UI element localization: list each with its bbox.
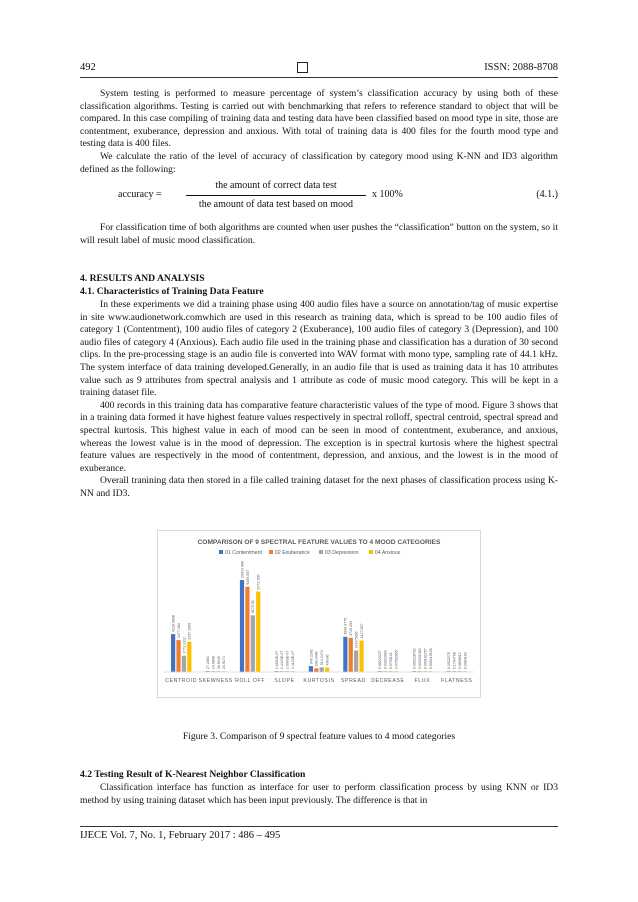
bar-kurtosis-04-anxious	[325, 667, 329, 672]
legend-label-04-anxious: 04 Anxious	[375, 550, 401, 556]
data-label-centroid-04-anxious: 3297.1905	[187, 622, 192, 640]
x-tick-label-roll-off: ROLL OFF	[235, 678, 266, 684]
data-label-slope-02-exuberance: 2.4423E-07	[280, 650, 285, 670]
section-4-2-body	[80, 782, 558, 807]
data-label-decrease-03-depression: 0.0709121	[388, 652, 393, 670]
bar-kurtosis-01-contentment	[309, 666, 313, 672]
data-label-flux-02-exuberance: 0.000201082	[418, 648, 423, 670]
x-tick-label-decrease: DECREASE	[371, 678, 405, 684]
x-tick-label-spread: SPREAD	[340, 678, 366, 684]
section-paragraph-1: In these experiments we did a training phase using 400 audio files have a source on annotation/tag of music expertise in site www.audionetwork.comwhich are used in this research as training data, which is spread to be 100 audio files of category 1 (Contentment), 100 audio files of category 2 (Exuberance), 100 audio files of category 3 (Depression), and 100 audio files of category 4 (Anxious). Each audio file used in the training phase and classification has a duration of 30 second clips. In the pre-processing stage is an audio file is converted into WAV format with mono type, sampling rate of 44.1 kHz. The system interface of data training developed.Generally, in an audio file that is used as training data it has 10 attributes value such as 9 attributes from spectral analysis and 1 attribute as code of music mood category. This will be kept in a training dataset file.	[80, 299, 558, 399]
intro-block	[80, 88, 558, 176]
legend-swatch-02-exuberance	[269, 550, 273, 554]
bar-spread-04-anxious	[359, 641, 363, 672]
data-label-flux-04-anxious: 0.000215105	[428, 648, 433, 670]
equation-rhs: x 100%	[372, 189, 403, 200]
section-paragraph-2: 400 records in this training data has comparative feature characteristic values of the type of mood. Figure 3 shows that in a training data formed it have highest feature values respectively in spectral rolloff, spectral centroid, spectral spread and spectral kurtosis. This highest value in each of mood can be seen in mood of contentment, exuberance, and anxious, whereas the lowest value is in the mood of depression. The exception is in spectral kurtosis where the highest spectral feature values are respectively in the mood of contentment, depression, and anxious, and the lowest is in the mood of exuberance.	[80, 399, 558, 474]
footer-citation: IJECE Vol. 7, No. 1, February 2017 : 486 – 495	[80, 830, 281, 841]
footer-rule	[80, 826, 558, 827]
data-label-spread-04-anxious: 3427.857	[359, 623, 364, 639]
data-label-roll-off-02-exuberance: 9289.567	[245, 569, 250, 585]
bar-roll-off-02-exuberance	[245, 587, 249, 672]
after-equation-paragraph: For classification time of both algorithms are counted when user pushes the “classification” button on the system, so it will result label of music mood classification.	[80, 222, 558, 246]
legend-swatch-04-anxious	[369, 550, 373, 554]
equation-lhs: accuracy =	[118, 189, 162, 200]
bar-kurtosis-02-exuberance	[314, 668, 318, 672]
intro-paragraph-1: System testing is performed to measure percentage of system’s classification accuracy by using both of these classification algorithms. Testing is carried out with benchmarking that refers to reference standard to object that will be compared. In this case compiling of training data and testing data have been classified based on mood type in site, those are contentment, exuberance, depression and anxious. With total of training data is 400 files for the fourth mood type and testing data is 400 files.	[80, 88, 558, 150]
bar-centroid-04-anxious	[187, 642, 191, 672]
data-label-flatness-03-depression: 0.0899612	[457, 652, 462, 670]
data-label-decrease-02-exuberance: 0.03923983	[383, 650, 388, 670]
x-tick-label-skewness: SKEWNESS	[198, 678, 233, 684]
data-label-flux-01-contentment: 0.000228782	[412, 648, 417, 670]
x-tick-label-centroid: CENTROID	[165, 678, 198, 684]
intro-paragraph-2: We calculate the ratio of the level of accuracy of classification by category mood using K-NN and ID3 algorithm defined as the following:	[80, 150, 558, 175]
data-label-skewness-04-anxious: 23.9174	[222, 656, 227, 670]
section-4-2-paragraph: Classification interface has function as interface for user to perform classification process by using KNN or ID3 method by using training dataset which has been input previously. The difference is that in	[80, 782, 558, 806]
header-rule	[80, 77, 558, 78]
after-equation-block	[80, 222, 558, 247]
subsection-heading: 4.1. Characteristics of Training Data Feature	[80, 286, 264, 297]
page-number: 492	[80, 62, 96, 73]
equation-numerator: the amount of correct data test	[215, 180, 337, 191]
data-label-roll-off-04-anxious: 8772.356	[256, 574, 261, 590]
bar-roll-off-01-contentment	[240, 580, 244, 672]
data-label-skewness-02-exuberance: 24.0808	[211, 656, 216, 670]
x-tick-label-kurtosis: KURTOSIS	[303, 678, 335, 684]
data-label-kurtosis-01-contentment: 640.2392	[309, 649, 314, 665]
data-label-flatness-02-exuberance: 0.1764768	[452, 652, 457, 670]
data-label-flux-03-depression: 0.000183257	[423, 648, 428, 670]
data-label-spread-03-depression: 2349.5286	[354, 631, 359, 649]
data-label-centroid-03-depression: 1773.3112	[182, 636, 187, 654]
data-label-spread-02-exuberance: 3720.293	[349, 620, 354, 636]
x-tick-label-flatness: FLATNESS	[441, 678, 473, 684]
bar-spread-02-exuberance	[349, 638, 353, 672]
chart-title: COMPARISON OF 9 SPECTRAL FEATURE VALUES TO 4 MOOD CATEGORIES	[197, 539, 441, 546]
bar-spread-03-depression	[354, 650, 358, 672]
bar-kurtosis-03-depression	[320, 667, 324, 672]
fraction-bar	[186, 195, 366, 196]
data-label-skewness-01-contentment: 27.2884	[205, 656, 210, 670]
section-4-body	[80, 299, 558, 501]
data-label-centroid-01-contentment: 4128.0898	[171, 615, 176, 633]
bar-roll-off-03-depression	[251, 615, 255, 672]
figure-3-chart	[157, 530, 481, 698]
bar-roll-off-04-anxious	[256, 591, 260, 672]
subsection-heading-4-2: 4.2 Testing Result of K-Nearest Neighbor Classification	[80, 769, 306, 780]
data-label-flatness-01-contentment: 0.3522275	[447, 652, 452, 670]
equation-number: (4.1.)	[536, 189, 558, 200]
equation-denominator: the amount of data test based on mood	[198, 199, 354, 210]
data-label-kurtosis-04-anxious: 490.86	[325, 654, 330, 666]
chart-bars	[171, 561, 467, 672]
data-label-slope-03-depression: 2.6063E-07	[285, 650, 290, 670]
legend-swatch-03-depression	[319, 550, 323, 554]
data-label-decrease-04-anxious: 0.07562965	[394, 650, 399, 670]
data-label-roll-off-03-depression: 6175.36	[251, 600, 256, 614]
data-label-kurtosis-03-depression: 514.2474	[320, 650, 325, 666]
chart-legend	[219, 550, 401, 556]
bar-chart-svg	[158, 531, 480, 697]
data-label-slope-01-contentment: 2.6904E-07	[274, 650, 279, 670]
section-heading: 4. RESULTS AND ANALYSIS	[80, 273, 205, 284]
data-label-decrease-01-contentment: 0.08220237	[378, 650, 383, 670]
legend-label-01-contentment: 01 Contentment	[225, 550, 262, 556]
data-label-centroid-02-exuberance: 3477.284	[176, 623, 181, 639]
x-tick-label-slope: SLOPE	[274, 678, 295, 684]
x-tick-label-flux: FLUX	[414, 678, 431, 684]
bar-centroid-03-depression	[182, 656, 186, 672]
legend-swatch-01-contentment	[219, 550, 223, 554]
data-label-flatness-04-anxious: 0.2084193	[463, 652, 468, 670]
bar-centroid-01-contentment	[171, 634, 175, 672]
legend-label-02-exuberance: 02 Exuberance	[275, 550, 310, 556]
header-square-icon	[297, 62, 308, 73]
data-label-kurtosis-02-exuberance: 399.2486	[314, 651, 319, 667]
data-label-roll-off-01-contentment: 10014.996	[240, 561, 245, 579]
legend-label-03-depression: 03 Depression	[325, 550, 359, 556]
journal-issn: ISSN: 2088-8708	[484, 62, 558, 73]
figure-caption: Figure 3. Comparison of 9 spectral feature values to 4 mood categories	[182, 731, 456, 742]
section-paragraph-3: Overall tranining data then stored in a file called training dataset for the next phases of classification process using K-NN and ID3.	[80, 475, 558, 499]
bar-centroid-02-exuberance	[176, 640, 180, 672]
bar-spread-01-contentment	[343, 637, 347, 672]
data-label-slope-04-anxious: 2.4123E-07	[291, 650, 296, 670]
data-label-skewness-03-depression: 35.8349	[216, 656, 221, 670]
data-label-spread-01-contentment: 3840.3775	[343, 617, 348, 635]
x-axis-labels	[165, 678, 472, 684]
